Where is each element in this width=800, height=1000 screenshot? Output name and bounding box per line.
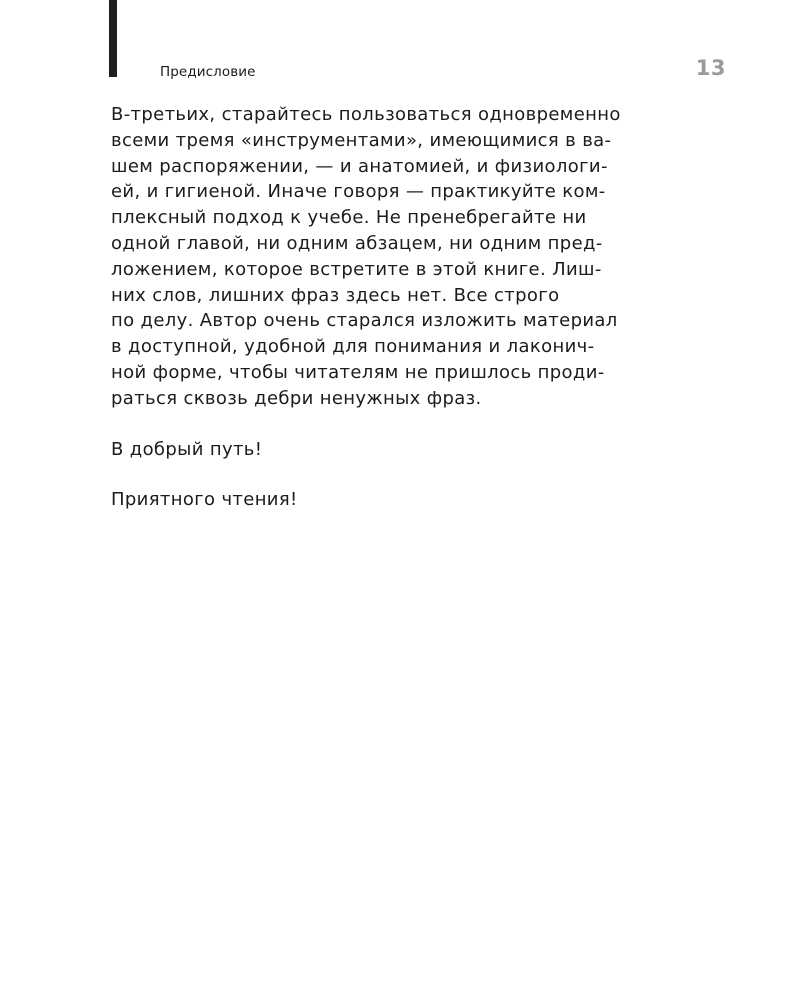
text-line: плексный подход к учебе. Не пренебрегайте ни	[111, 207, 587, 229]
text-line: ной форме, чтобы читателям не пришлось проди-	[111, 361, 605, 383]
text-line: ложением, которое встретите в этой книге. Лиш-	[111, 258, 602, 280]
text-line: Приятного чтения!	[111, 489, 298, 511]
paragraph-2	[111, 437, 671, 463]
body-text	[111, 102, 671, 513]
text-line: ей, и гигиеной. Иначе говоря — практикуйте ком-	[111, 181, 606, 203]
text-line: В-третьих, старайтесь пользоваться одновременно	[111, 104, 621, 125]
text-line: по делу. Автор очень старался изложить материал	[111, 310, 618, 332]
header-rule	[109, 0, 117, 77]
text-line: В добрый путь!	[111, 438, 263, 460]
running-head: Предисловие	[160, 64, 256, 80]
text-line: раться сквозь дебри ненужных фраз.	[111, 387, 482, 409]
text-line: шем распоряжении, — и анатомией, и физиологи-	[111, 155, 608, 177]
page-number: 13	[695, 56, 726, 80]
text-line: них слов, лишних фраз здесь нет. Все строго	[111, 284, 560, 306]
paragraph-1	[111, 102, 671, 412]
text-line: одной главой, ни одним абзацем, ни одним пред-	[111, 232, 603, 254]
paragraph-3	[111, 487, 671, 513]
text-line: в доступной, удобной для понимания и лаконич-	[111, 336, 595, 358]
text-line: всеми тремя «инструментами», имеющимися в ва-	[111, 129, 612, 151]
